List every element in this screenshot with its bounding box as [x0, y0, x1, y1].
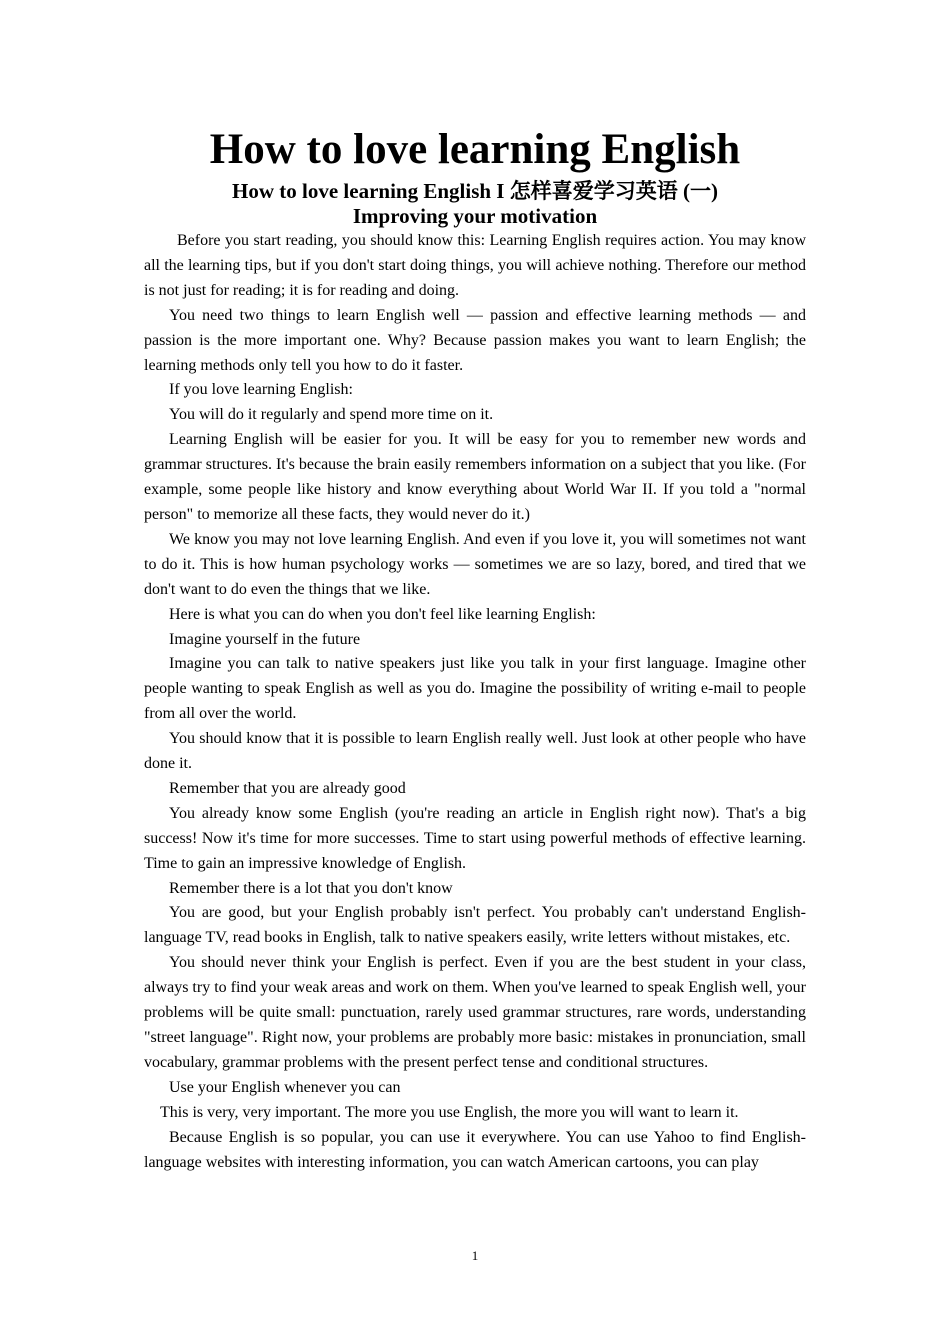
paragraph: Learning English will be easier for you. It will be easy for you to remember new words and grammar structures. It's because the brain easily remembers information on a subject that you like. (For example, some people like history and know everything about World War II. If you told a "normal person" to memorize all these facts, they would never do it.) — [144, 431, 806, 523]
page-number: 1 — [471, 1248, 479, 1263]
paragraph: Because English is so popular, you can use it everywhere. You can use Yahoo to find English-language websites with interesting information, you can watch American cartoons, you can play — [144, 1128, 806, 1171]
paragraph-subheading: Imagine yourself in the future — [169, 630, 361, 648]
paragraph: You already know some English (you're reading an article in English right now). That's a big success! Now it's time for more successes. Time to start using powerful methods of effective learning. Time to gain an impressive knowledge of English. — [144, 804, 806, 872]
paragraph: This is very, very important. The more you use English, the more you will want to learn it. — [160, 1103, 739, 1121]
document-title: How to love learning English — [209, 126, 741, 173]
paragraph-subheading: Remember that you are already good — [169, 779, 406, 797]
paragraph: You will do it regularly and spend more time on it. — [169, 406, 494, 424]
body-text — [144, 229, 806, 1175]
paragraph: Before you start reading, you should know this: Learning English requires action. You may know all the learning tips, but if you don't start doing things, you will achieve nothing. Therefore our method is not just for reading; it is for reading and doing. — [144, 232, 806, 299]
paragraph: You need two things to learn English well — passion and effective learning methods — and passion is the more important one. Why? Because passion makes you want to learn English; the learning methods only tell you how to do it faster. — [144, 306, 806, 374]
document-page — [144, 122, 806, 1175]
document-subtitle: How to love learning English I 怎样喜爱学习英语 (一) — [232, 179, 718, 203]
paragraph: If you love learning English: — [169, 381, 353, 399]
paragraph: You should never think your English is perfect. Even if you are the best student in your class, always try to find your weak areas and work on them. When you've learned to speak English well, your problems will be quite small: punctuation, rarely used grammar structures, rare words, understanding "street language". Right now, your problems are probably more basic: mistakes in pronunciation, small vocabulary, grammar problems with the present perfect tense and conditional structures. — [144, 954, 806, 1071]
paragraph: We know you may not love learning English. And even if you love it, you will sometimes not want to do it. This is how human psychology works — sometimes we are so lazy, bored, and tired that we don't want to do even the things that we like. — [144, 530, 806, 598]
paragraph-subheading: Remember there is a lot that you don't know — [169, 879, 453, 897]
paragraph: You are good, but your English probably isn't perfect. You probably can't understand English-language TV, read books in English, talk to native speakers easily, write letters without mistakes, etc. — [144, 904, 806, 947]
paragraph: You should know that it is possible to learn English really well. Just look at other people who have done it. — [144, 730, 806, 773]
paragraph: Here is what you can do when you don't feel like learning English: — [169, 605, 596, 623]
paragraph-subheading: Use your English whenever you can — [169, 1078, 401, 1096]
paragraph: Imagine you can talk to native speakers just like you talk in your first language. Imagine other people wanting to speak English as well as you do. Imagine the possibility of writing e-mail to people from all over the world. — [144, 655, 806, 723]
section-heading: Improving your motivation — [352, 204, 598, 228]
